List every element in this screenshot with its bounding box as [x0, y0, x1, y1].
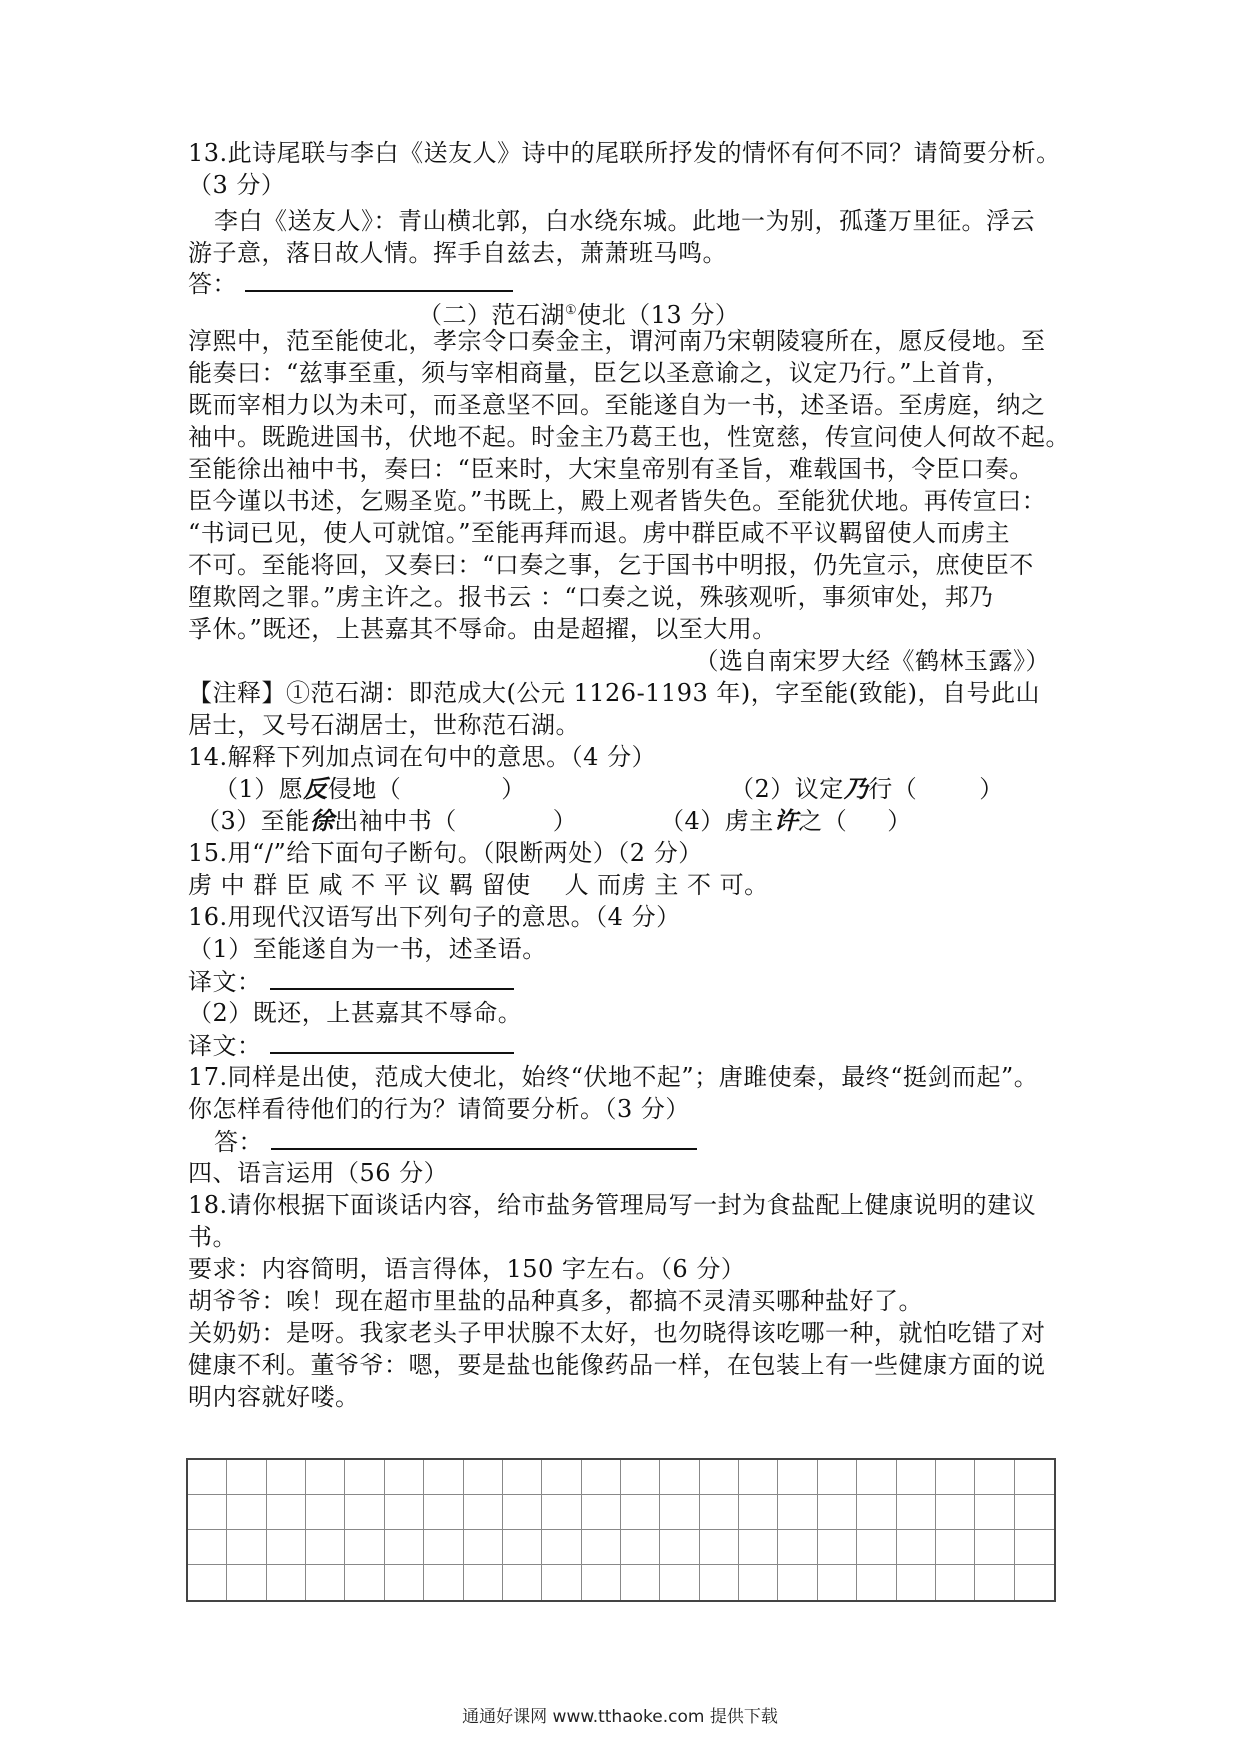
- grid-cell[interactable]: [818, 1565, 857, 1600]
- grid-cell[interactable]: [542, 1460, 581, 1495]
- grid-cell[interactable]: [975, 1565, 1014, 1600]
- grid-cell[interactable]: [818, 1530, 857, 1565]
- footer-credit: 通通好课网 www.tthaoke.com 提供下载: [462, 1707, 778, 1727]
- grid-cell[interactable]: [700, 1460, 739, 1495]
- q14-item-4-pre: （4）虏主: [660, 807, 774, 835]
- grid-cell[interactable]: [818, 1460, 857, 1495]
- grid-cell[interactable]: [778, 1565, 817, 1600]
- grid-cell[interactable]: [975, 1530, 1014, 1565]
- q18-dialogue-1: 胡爷爷：唉！现在超市里盐的品种真多，都搞不灵清买哪种盐好了。: [188, 1287, 923, 1315]
- grid-cell[interactable]: [424, 1565, 463, 1600]
- grid-cell[interactable]: [818, 1495, 857, 1530]
- q14-item-1-close: ）: [501, 775, 526, 803]
- q17-stem-line1: 17.同样是出使，范成大使北，始终“伏地不起”；唐雎使秦，最终“挺剑而起”。: [188, 1063, 1039, 1091]
- grid-cell[interactable]: [385, 1530, 424, 1565]
- q14-item-2-pre: （2）议定: [730, 775, 844, 803]
- q16-translation-2-blank[interactable]: [270, 1030, 514, 1054]
- q17-answer-label: 答：: [214, 1128, 263, 1156]
- q14-item-1-post: 侵地（: [327, 775, 402, 803]
- grid-cell[interactable]: [424, 1530, 463, 1565]
- grid-cell[interactable]: [936, 1530, 975, 1565]
- q16-translation-2: [188, 1030, 514, 1061]
- q14-item-3-word: 徐: [309, 806, 335, 835]
- grid-cell[interactable]: [1015, 1530, 1054, 1565]
- passage-line: 至能徐出袖中书，奏曰：“臣来时，大宋皇帝别有圣旨，难载国书，令臣口奏。: [188, 455, 1034, 483]
- grid-cell[interactable]: [582, 1565, 621, 1600]
- grid-cell[interactable]: [621, 1460, 660, 1495]
- passage-line: 臣今谨以书述，乞赐圣览。”书既上，殿上观者皆失色。至能犹伏地。再传宣曰：: [188, 487, 1047, 515]
- q14-item-4: [660, 806, 912, 836]
- passage-title-note-mark: ①: [565, 303, 578, 318]
- q16-translation-1: [188, 966, 514, 997]
- grid-cell[interactable]: [464, 1460, 503, 1495]
- q13-answer-row: [188, 268, 513, 299]
- passage-line: 袖中。既跪进国书，伏地不起。时金主乃葛王也，性宽慈，传宣问使人何故不起。: [188, 423, 1070, 451]
- q14-item-3-pre: （3）至能: [196, 807, 310, 835]
- grid-cell[interactable]: [542, 1565, 581, 1600]
- q16-translation-1-blank[interactable]: [270, 966, 514, 990]
- grid-cell[interactable]: [778, 1460, 817, 1495]
- grid-cell[interactable]: [621, 1495, 660, 1530]
- grid-cell[interactable]: [1015, 1460, 1054, 1495]
- grid-cell[interactable]: [424, 1495, 463, 1530]
- grid-cell[interactable]: [975, 1460, 1014, 1495]
- grid-cell[interactable]: [621, 1530, 660, 1565]
- q13-score: （3 分）: [188, 171, 286, 199]
- grid-cell[interactable]: [424, 1460, 463, 1495]
- q18-stem-line1: 18.请你根据下面谈话内容，给市盐务管理局写一封为食盐配上健康说明的建议: [188, 1191, 1037, 1219]
- grid-cell[interactable]: [267, 1565, 306, 1600]
- grid-cell[interactable]: [897, 1565, 936, 1600]
- grid-cell[interactable]: [975, 1495, 1014, 1530]
- q14-item-2-post: 行（: [868, 775, 918, 803]
- passage-line: 能奏曰：“兹事至重，须与宰相商量，臣乞以圣意谕之，议定乃行。”上首肯，: [188, 359, 1011, 387]
- passage-title-main: （二）范石湖: [418, 301, 565, 329]
- grid-cell[interactable]: [936, 1565, 975, 1600]
- grid-cell[interactable]: [936, 1460, 975, 1495]
- passage-line: 堕欺罔之罪。”虏主许之。报书云 ：“口奏之说，殊骇观听，事须审处，邦乃: [188, 583, 994, 611]
- grid-cell[interactable]: [700, 1495, 739, 1530]
- q16-translation-2-label: 译文：: [188, 1032, 262, 1060]
- grid-cell[interactable]: [660, 1460, 699, 1495]
- grid-cell[interactable]: [542, 1495, 581, 1530]
- grid-cell[interactable]: [739, 1495, 778, 1530]
- q14-item-4-word: 许: [773, 806, 799, 835]
- grid-cell[interactable]: [660, 1530, 699, 1565]
- q14-item-1: [214, 774, 526, 804]
- grid-cell[interactable]: [1015, 1495, 1054, 1530]
- q16-stem: 16.用现代汉语写出下列句子的意思。（4 分）: [188, 903, 681, 931]
- grid-cell[interactable]: [582, 1530, 621, 1565]
- q14-item-2-word: 乃: [843, 774, 869, 803]
- q14-item-4-close: ）: [887, 807, 912, 835]
- passage-source: （选自南宋罗大经《鹤林玉露》）: [694, 647, 1050, 675]
- note-line1: 【注释】①范石湖：即范成大(公元 1126-1193 年)，字至能(致能)，自号此山: [188, 679, 1040, 707]
- grid-cell[interactable]: [700, 1530, 739, 1565]
- grid-cell[interactable]: [464, 1495, 503, 1530]
- grid-cell[interactable]: [188, 1495, 227, 1530]
- q13-answer-blank[interactable]: [245, 268, 513, 292]
- q15-sentence-part1: 虏 中 群 臣 咸 不 平 议 羁 留使: [188, 871, 531, 899]
- section-heading: 四、语言运用（56 分）: [188, 1159, 449, 1187]
- grid-cell[interactable]: [385, 1495, 424, 1530]
- grid-cell[interactable]: [464, 1565, 503, 1600]
- q14-item-3-post: 出袖中书（: [334, 807, 457, 835]
- writing-grid[interactable]: [186, 1458, 1056, 1602]
- grid-cell[interactable]: [345, 1565, 384, 1600]
- q15-sentence: [188, 870, 769, 900]
- grid-cell[interactable]: [582, 1495, 621, 1530]
- grid-cell[interactable]: [267, 1460, 306, 1495]
- grid-cell[interactable]: [897, 1530, 936, 1565]
- grid-cell[interactable]: [897, 1460, 936, 1495]
- q14-item-2-close: ）: [979, 775, 1004, 803]
- grid-cell[interactable]: [188, 1565, 227, 1600]
- note-line2: 居士，又号石湖居士，世称范石湖。: [188, 711, 580, 739]
- grid-cell[interactable]: [857, 1530, 896, 1565]
- q16-sentence-2: （2）既还，上甚嘉其不辱命。: [188, 999, 523, 1027]
- passage-line: 孚休。”既还，上甚嘉其不辱命。由是超擢，以至大用。: [188, 615, 777, 643]
- q14-stem: 14.解释下列加点词在句中的意思。（4 分）: [188, 743, 657, 771]
- grid-cell[interactable]: [857, 1565, 896, 1600]
- q13-poem-line1: 李白《送友人》：青山横北郭，白水绕东城。此地一为别，孤蓬万里征。浮云: [214, 207, 1035, 235]
- grid-cell[interactable]: [464, 1530, 503, 1565]
- grid-cell[interactable]: [188, 1530, 227, 1565]
- passage-title-tail: 使北（13 分）: [577, 301, 740, 329]
- grid-cell[interactable]: [227, 1565, 266, 1600]
- q18-requirement: 要求：内容简明，语言得体，150 字左右。（6 分）: [188, 1255, 746, 1283]
- grid-cell[interactable]: [306, 1530, 345, 1565]
- passage-line: 淳熙中，范至能使北，孝宗令口奏金主，谓河南乃宋朝陵寝所在，愿反侵地。至: [188, 327, 1046, 355]
- q16-sentence-1: （1）至能遂自为一书，述圣语。: [188, 935, 547, 963]
- q16-translation-1-label: 译文：: [188, 968, 262, 996]
- grid-cell[interactable]: [936, 1495, 975, 1530]
- q14-item-4-post: 之（: [798, 807, 848, 835]
- q14-item-3: [196, 806, 577, 836]
- grid-cell[interactable]: [1015, 1565, 1054, 1600]
- grid-cell[interactable]: [345, 1530, 384, 1565]
- grid-cell[interactable]: [778, 1495, 817, 1530]
- q15-stem: 15.用“/”给下面句子断句。（限断两处）（2 分）: [188, 839, 703, 867]
- q14-item-2: [730, 774, 1004, 804]
- grid-cell[interactable]: [660, 1565, 699, 1600]
- q18-dialogue-4: 明内容就好喽。: [188, 1383, 360, 1411]
- grid-cell[interactable]: [267, 1530, 306, 1565]
- passage-line: “书词已见，使人可就馆。”至能再拜而退。虏中群臣咸不平议羁留使人而虏主: [188, 519, 1011, 547]
- grid-cell[interactable]: [306, 1460, 345, 1495]
- q18-stem-line2: 书。: [188, 1223, 237, 1251]
- grid-cell[interactable]: [503, 1530, 542, 1565]
- grid-cell[interactable]: [739, 1460, 778, 1495]
- grid-cell[interactable]: [857, 1495, 896, 1530]
- grid-cell[interactable]: [306, 1565, 345, 1600]
- q18-dialogue-3: 健康不利。董爷爷：嗯，要是盐也能像药品一样，在包装上有一些健康方面的说: [188, 1351, 1046, 1379]
- grid-cell[interactable]: [739, 1530, 778, 1565]
- grid-cell[interactable]: [385, 1565, 424, 1600]
- q18-dialogue-2: 关奶奶：是呀。我家老头子甲状腺不太好，也勿晓得该吃哪一种，就怕吃错了对: [188, 1319, 1046, 1347]
- grid-cell[interactable]: [306, 1495, 345, 1530]
- grid-cell[interactable]: [227, 1530, 266, 1565]
- q17-answer-blank[interactable]: [271, 1126, 697, 1150]
- grid-cell[interactable]: [660, 1495, 699, 1530]
- grid-cell[interactable]: [778, 1530, 817, 1565]
- grid-cell[interactable]: [267, 1495, 306, 1530]
- grid-cell[interactable]: [385, 1460, 424, 1495]
- q14-item-3-close: ）: [552, 807, 578, 835]
- grid-cell[interactable]: [582, 1460, 621, 1495]
- q13-poem-line2: 游子意，落日故人情。挥手自兹去，萧萧班马鸣。: [188, 239, 727, 267]
- grid-cell[interactable]: [542, 1530, 581, 1565]
- grid-cell[interactable]: [857, 1460, 896, 1495]
- passage-line: 不可。至能将回，又奏曰：“口奏之事，乞于国书中明报，仍先宣示，庶使臣不: [188, 551, 1034, 579]
- grid-cell[interactable]: [345, 1460, 384, 1495]
- grid-cell[interactable]: [897, 1495, 936, 1530]
- q15-sentence-part2: 人 而虏 主 不 可。: [564, 871, 769, 899]
- grid-cell[interactable]: [503, 1495, 542, 1530]
- grid-cell[interactable]: [227, 1495, 266, 1530]
- grid-cell[interactable]: [700, 1565, 739, 1600]
- grid-cell[interactable]: [503, 1565, 542, 1600]
- q17-stem-line2: 你怎样看待他们的行为？请简要分析。（3 分）: [188, 1095, 690, 1123]
- grid-cell[interactable]: [503, 1460, 542, 1495]
- grid-cell[interactable]: [739, 1565, 778, 1600]
- grid-cell[interactable]: [345, 1495, 384, 1530]
- grid-cell[interactable]: [621, 1565, 660, 1600]
- q13-stem: 13.此诗尾联与李白《送友人》诗中的尾联所抒发的情怀有何不同？请简要分析。: [188, 139, 1061, 167]
- passage-line: 既而宰相力以为未可，而圣意坚不回。至能遂自为一书，述圣语。至虏庭，纳之: [188, 391, 1046, 419]
- passage-title: [418, 296, 739, 330]
- q13-answer-label: 答：: [188, 270, 237, 298]
- grid-cell[interactable]: [188, 1460, 227, 1495]
- q17-answer-row: [214, 1126, 697, 1157]
- q14-item-1-pre: （1）愿: [214, 775, 304, 803]
- grid-cell[interactable]: [227, 1460, 266, 1495]
- q14-item-1-word: 反: [303, 774, 328, 803]
